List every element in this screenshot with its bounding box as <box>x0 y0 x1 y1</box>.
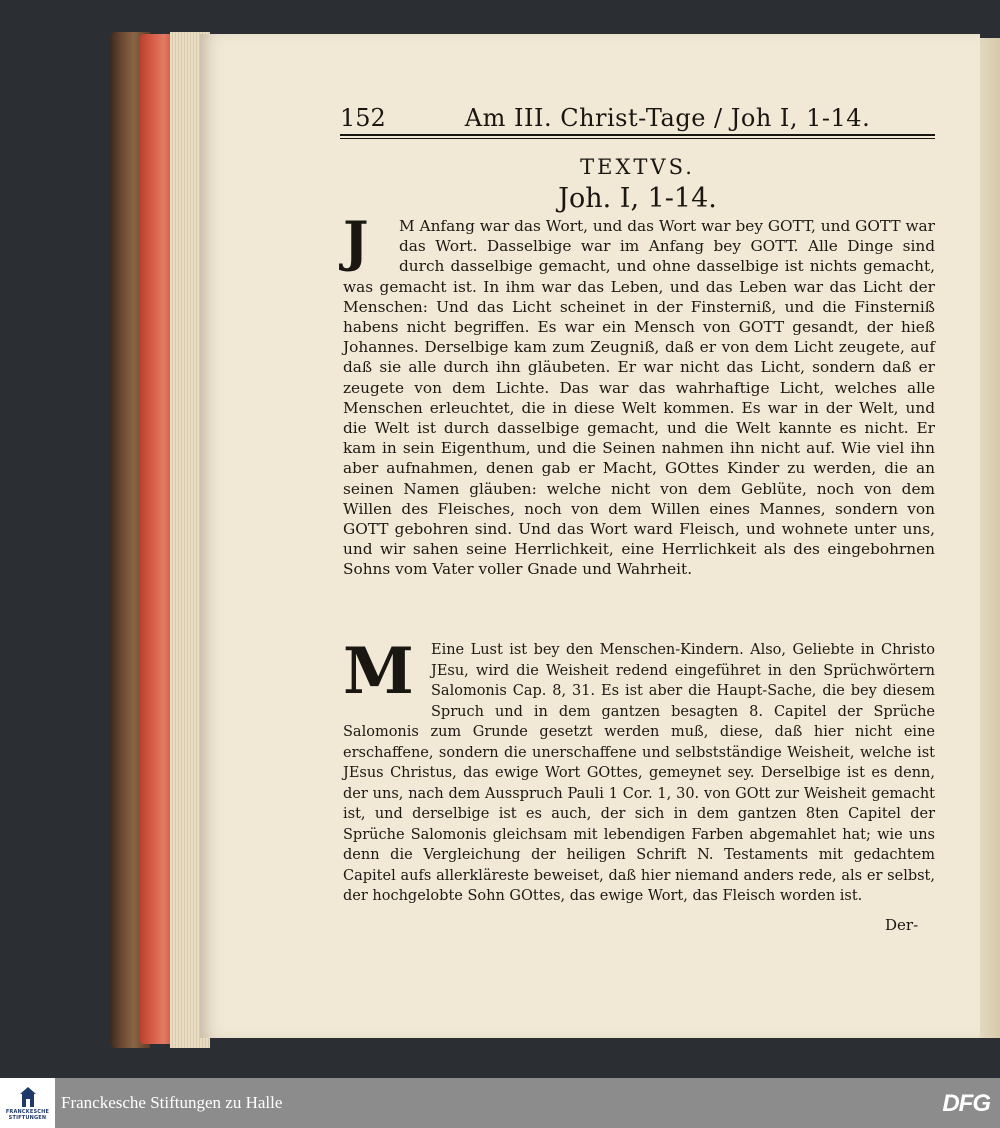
building-icon <box>18 1085 38 1109</box>
logo-text: FRANCKESCHE STIFTUNGEN <box>5 1109 50 1121</box>
head-rule-thin <box>340 138 935 139</box>
red-page-edge <box>140 34 174 1044</box>
scripture-reference: Joh. I, 1-14. <box>558 183 717 214</box>
running-title: Am III. Christ-Tage / Joh I, 1-14. <box>464 104 871 132</box>
drop-cap: J <box>343 209 369 273</box>
head-rule <box>340 134 935 136</box>
drop-cap: M <box>343 634 414 709</box>
scripture-text: M Anfang war das Wort, und das Wort war bey GOTT, und GOTT war das Wort. Dasselbige war im Anfang bey GOTT. Alle Dinge sind durch dasselbige gemacht, und ohne dasselbige ist nichts gemacht, was gemacht ist. In ihm war das Leben, und das Leben war das Licht der Menschen: Und das Licht scheinet in der Finsterniß, und die Finsterniß habens nicht begriffen. Es war ein Mensch von GOTT gesandt, der hieß Johannes. Derselbige kam zum Zeugniß, daß er von dem Licht zeugete, auf daß sie alle durch ihn gläubeten. Er war nicht das Licht, sondern daß er zeugete von dem Lichte. Das war das wahrhaftige Licht, welches alle Menschen erleuchtet, die in diese Welt kommen. Es war in der Welt, und die Welt ist durch dasselbige gemacht, und die Welt kannte es nicht. Er kam in sein Eigenthum, und die Seinen nahmen ihn nicht auf. Wie viel ihn aber aufnahmen, denen gab er Macht, GOttes Kinder zu werden, die an seinen Namen gläuben: welche nicht von dem Geblüte, noch von dem Willen des Fleisches, noch von dem Willen eines Mannes, sondern von GOTT gebohren sind. Und das Wort ward Fleisch, und wohnete unter uns, und wir sahen seine Herrlichkeit, eine Herrlichkeit als des eingebohrnen Sohns vom Vater voller Gnade und Wahrheit. <box>343 217 935 579</box>
institution-name[interactable]: Franckesche Stiftungen zu Halle <box>61 1093 283 1112</box>
scripture-paragraph <box>343 209 935 580</box>
sermon-text: Eine Lust ist bey den Menschen-Kindern. Also, Geliebte in Christo JEsu, wird die Weisheit redend eingeführet in den Sprüchwörtern Salomonis Cap. 8, 31. Es ist aber die Haupt-Sache, die bey diesem Spruch und in dem gantzen besagten 8. Capitel der Sprüche Salomonis zum Grunde gesetzt werden muß, diese, daß hier nicht eine erschaffene, sondern die unerschaffene und selbstständige Weisheit, welche ist JEsus Christus, das ewige Wort GOttes, gemeynet sey. Derselbige ist es denn, der uns, nach dem Ausspruch Pauli 1 Cor. 1, 30. von GOtt zur Weisheit gemacht ist, und derselbige ist es auch, der sich in dem gantzen 8ten Capitel der Sprüche Salomonis gleichsam mit lebendigen Farben abgemahlet hat; wie uns denn die Vergleichung der heiligen Schrift N. Testaments mit gedachtem Capitel aufs allerkläreste beweiset, daß hier niemand anders rede, als er selbst, der hochgelobte Sohn GOttes, das ewige Wort, das Fleisch worden ist. <box>343 642 935 904</box>
footer-bar <box>0 1078 1000 1128</box>
institution-logo[interactable] <box>0 1078 55 1128</box>
dfg-logo[interactable]: DFG <box>942 1090 990 1117</box>
page-number: 152 <box>340 104 386 132</box>
running-head <box>340 104 935 134</box>
sermon-paragraph <box>343 634 935 907</box>
section-heading: TEXTVS. <box>580 155 695 179</box>
catchword: Der- <box>885 916 919 934</box>
